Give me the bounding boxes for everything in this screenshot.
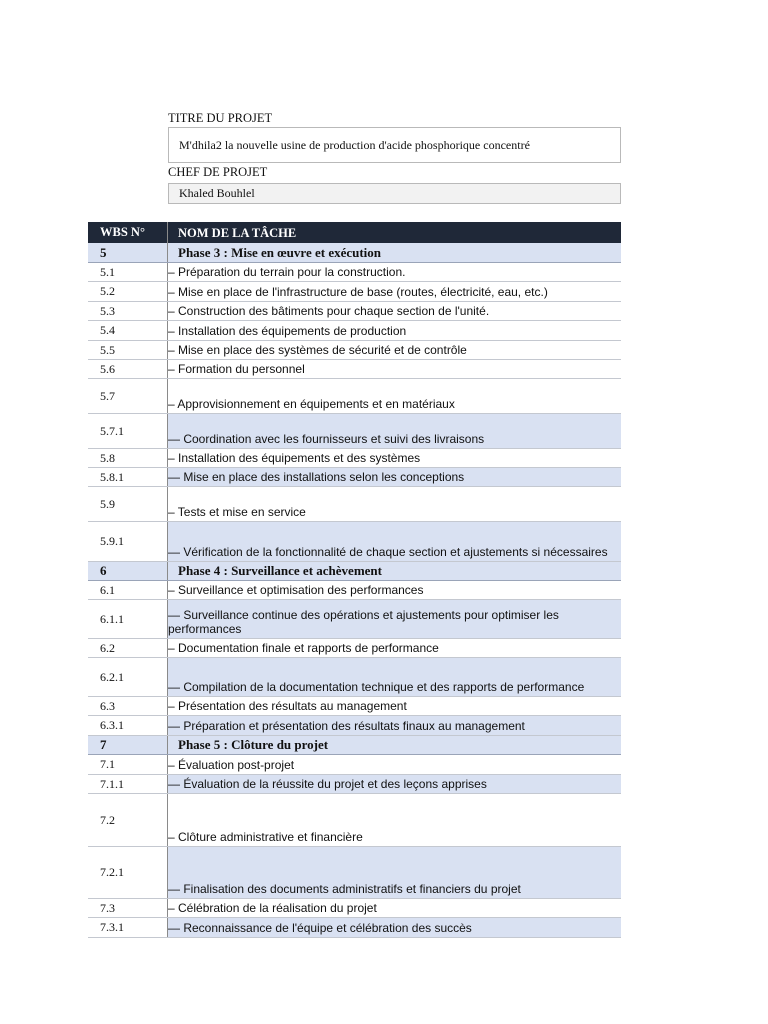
phase-title: Phase 3 : Mise en œuvre et exécution bbox=[178, 244, 382, 260]
wbs-number: 6.3 bbox=[88, 697, 168, 715]
table-row bbox=[88, 468, 621, 487]
task-name: – Construction des bâtiments pour chaque section de l'unité. bbox=[168, 304, 490, 318]
header-wbs-number: WBS N° bbox=[88, 222, 168, 243]
table-row bbox=[88, 379, 621, 414]
table-row bbox=[88, 716, 621, 736]
task-name: – Installation des équipements de production bbox=[168, 323, 407, 338]
wbs-number: 6.1.1 bbox=[88, 600, 168, 638]
phase-title: Phase 4 : Surveillance et achèvement bbox=[178, 563, 382, 578]
table-row bbox=[88, 794, 621, 847]
task-name: – Tests et mise en service bbox=[168, 505, 306, 519]
table-row bbox=[88, 487, 621, 522]
wbs-number: 5 bbox=[88, 243, 168, 262]
table-row bbox=[88, 918, 621, 938]
wbs-number: 6.1 bbox=[88, 581, 168, 599]
wbs-number: 5.7.1 bbox=[88, 414, 168, 448]
wbs-number: 5.5 bbox=[88, 341, 168, 359]
header-task-name: NOM DE LA TÂCHE bbox=[178, 225, 297, 240]
task-name: — Mise en place des installations selon les conceptions bbox=[168, 468, 621, 486]
task-name: – Préparation du terrain pour la construction. bbox=[168, 265, 406, 279]
table-row bbox=[88, 321, 621, 341]
task-name: — Finalisation des documents administratifs et financiers du projet bbox=[168, 847, 621, 898]
project-manager-field: Khaled Bouhlel bbox=[168, 183, 621, 204]
table-row bbox=[88, 449, 621, 468]
wbs-number: 6 bbox=[88, 562, 168, 580]
wbs-number: 6.2 bbox=[88, 639, 168, 657]
phase-row bbox=[88, 243, 621, 263]
phase-row bbox=[88, 562, 621, 581]
table-row bbox=[88, 581, 621, 600]
task-name: — Reconnaissance de l'équipe et célébration des succès bbox=[168, 918, 621, 937]
wbs-number: 5.6 bbox=[88, 360, 168, 378]
task-name: — Préparation et présentation des résultats finaux au management bbox=[168, 716, 621, 735]
table-row bbox=[88, 639, 621, 658]
phase-row bbox=[88, 736, 621, 755]
task-name: – Mise en place des systèmes de sécurité et de contrôle bbox=[168, 343, 467, 357]
task-name: — Coordination avec les fournisseurs et suivi des livraisons bbox=[168, 414, 621, 448]
table-header bbox=[88, 222, 621, 243]
table-row bbox=[88, 360, 621, 379]
wbs-number: 5.2 bbox=[88, 282, 168, 301]
project-manager-label: CHEF DE PROJET bbox=[168, 165, 268, 179]
task-name: – Documentation finale et rapports de performance bbox=[168, 641, 439, 655]
task-name: – Formation du personnel bbox=[168, 362, 305, 376]
table-row bbox=[88, 658, 621, 697]
wbs-number: 7 bbox=[88, 736, 168, 754]
table-row bbox=[88, 847, 621, 899]
task-name: — Compilation de la documentation technique et des rapports de performance bbox=[168, 658, 621, 696]
task-name: – Célébration de la réalisation du projet bbox=[168, 901, 377, 915]
wbs-number: 7.1 bbox=[88, 755, 168, 774]
table-row bbox=[88, 755, 621, 775]
task-name: – Clôture administrative et financière bbox=[168, 830, 363, 844]
task-name: — Surveillance continue des opérations et ajustements pour optimiser les performances bbox=[168, 600, 621, 638]
task-name: – Approvisionnement en équipements et en matériaux bbox=[168, 397, 455, 411]
wbs-number: 6.3.1 bbox=[88, 716, 168, 735]
task-name: – Installation des équipements et des systèmes bbox=[168, 451, 421, 465]
wbs-number: 6.2.1 bbox=[88, 658, 168, 696]
table-row bbox=[88, 341, 621, 360]
wbs-number: 7.1.1 bbox=[88, 775, 168, 793]
task-name: — Vérification de la fonctionnalité de chaque section et ajustements si nécessaires bbox=[168, 522, 621, 561]
wbs-number: 5.8 bbox=[88, 449, 168, 467]
project-title-field: M'dhila2 la nouvelle usine de production d'acide phosphorique concentré bbox=[168, 127, 621, 163]
table-row bbox=[88, 282, 621, 302]
wbs-number: 5.4 bbox=[88, 321, 168, 340]
wbs-number: 5.9.1 bbox=[88, 522, 168, 561]
table-row bbox=[88, 414, 621, 449]
wbs-table bbox=[88, 222, 621, 938]
table-row bbox=[88, 600, 621, 639]
task-name: – Mise en place de l'infrastructure de base (routes, électricité, eau, etc.) bbox=[168, 284, 548, 299]
table-row bbox=[88, 263, 621, 282]
task-name: – Surveillance et optimisation des performances bbox=[168, 583, 424, 597]
table-row bbox=[88, 522, 621, 562]
table-row bbox=[88, 302, 621, 321]
project-title-label: TITRE DU PROJET bbox=[168, 111, 273, 125]
wbs-number: 5.9 bbox=[88, 487, 168, 521]
wbs-number: 5.7 bbox=[88, 379, 168, 413]
wbs-number: 5.1 bbox=[88, 263, 168, 281]
table-row bbox=[88, 775, 621, 794]
wbs-number: 5.3 bbox=[88, 302, 168, 320]
table-row bbox=[88, 697, 621, 716]
table-row bbox=[88, 899, 621, 918]
wbs-number: 7.3.1 bbox=[88, 918, 168, 937]
wbs-number: 7.3 bbox=[88, 899, 168, 917]
task-name: – Présentation des résultats au management bbox=[168, 699, 407, 713]
project-header bbox=[168, 110, 621, 204]
wbs-number: 7.2.1 bbox=[88, 847, 168, 898]
phase-title: Phase 5 : Clôture du projet bbox=[178, 737, 329, 752]
task-name: – Évaluation post-projet bbox=[168, 757, 295, 772]
wbs-number: 7.2 bbox=[88, 794, 168, 846]
task-name: — Évaluation de la réussite du projet et des leçons apprises bbox=[168, 775, 621, 793]
wbs-number: 5.8.1 bbox=[88, 468, 168, 486]
